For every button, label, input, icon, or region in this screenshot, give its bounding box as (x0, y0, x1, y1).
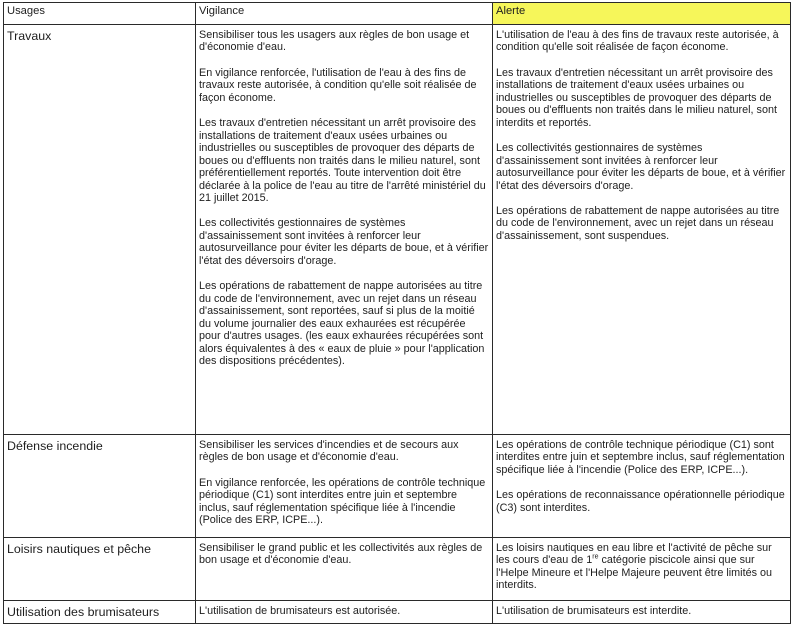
text-before: Les loisirs nautiques en eau libre et l'activité de pêche sur les cours d'eau de 1 (496, 542, 772, 567)
paragraph: L'utilisation de l'eau à des fins de travaux reste autorisée, à condition qu'elle soit réalisée de façon économe. (496, 29, 779, 54)
paragraph: Sensibiliser tous les usagers aux règles de bon usage et d'économie d'eau. (199, 29, 470, 54)
row-defense-incendie (4, 435, 791, 538)
paragraph: Sensibiliser les services d'incendies et de secours aux règles de bon usage et d'économie d'eau. (199, 439, 459, 464)
paragraph (496, 542, 787, 592)
text-after: catégorie piscicole ainsi que sur l'Helpe Mineure et l'Helpe Majeure peuvent être limités ou interdits. (496, 554, 772, 592)
usage-label: Loisirs nautiques et pêche (4, 538, 196, 601)
paragraph: L'utilisation de brumisateurs est interdite. (496, 605, 692, 617)
paragraph: En vigilance renforcée, les opérations de contrôle technique périodique (C1) sont interdites entre juin et septembre inclus, sauf réglementation spécifique liée à l'incendie (Police des ERP, ICPE...). (199, 476, 486, 527)
paragraph: En vigilance renforcée, l'utilisation de l'eau à des fins de travaux reste autorisée, à condition qu'elle soit réalisée de façon économe. (199, 66, 477, 104)
alerte-cell (493, 601, 791, 624)
header-usages: Usages (4, 3, 196, 25)
ordinal-suffix: re (592, 553, 599, 561)
vigilance-cell (196, 601, 493, 624)
vigilance-cell (196, 538, 493, 601)
paragraph: Les opérations de rabattement de nappe autorisées au titre du code de l'environnement, avec un rejet dans un réseau d'assainissement, sont suspendues. (496, 204, 780, 242)
row-brumisateurs (4, 601, 791, 624)
restrictions-table (3, 2, 791, 624)
header-alerte: Alerte (493, 3, 791, 25)
alerte-cell (493, 538, 791, 601)
usage-label: Utilisation des brumisateurs (4, 601, 196, 624)
vigilance-cell (196, 25, 493, 435)
usage-label: Travaux (4, 25, 196, 435)
paragraph: Les opérations de rabattement de nappe autorisées au titre du code de l'environnement, avec un rejet dans un réseau d'assainissement, sont reportées, sauf si plus de la moitié du volume journalier des eaux exhaurées est récupérée pour d'autres usages. (les eaux exhaurées récupérées sont alors équivalentes à des « eaux de pluie » pour l'application des dispositions précédentes). (199, 280, 485, 367)
alerte-cell (493, 435, 791, 538)
paragraph: Les opérations de reconnaissance opérationnelle périodique (C3) sont interdites. (496, 489, 785, 514)
row-travaux (4, 25, 791, 435)
paragraph: Sensibiliser le grand public et les collectivités aux règles de bon usage et d'économie d'eau. (199, 542, 483, 567)
paragraph: Les collectivités gestionnaires de systèmes d'assainissement sont invitées à renforcer leur autosurveillance pour éviter les départs de boue, et à vérifier l'état des déversoirs d'orage. (199, 217, 489, 267)
vigilance-cell (196, 435, 493, 538)
paragraph: Les travaux d'entretien nécessitant un arrêt provisoire des installations de traitement d'eaux usées urbaines ou industrielles ou susceptibles de provoquer des départs de boues ou d'effluents non traités dans le milieu naturel, sont interdits et reportés. (496, 66, 777, 129)
usage-label: Défense incendie (4, 435, 196, 538)
paragraph: Les travaux d'entretien nécessitant un arrêt provisoire des installations de traitement d'eaux usées urbaines ou industrielles ou susceptibles de provoquer des départs de boues ou d'effluents non traités dans le milieu naturel, sont préférentiellement reportés. Toute intervention doit être déclarée à la police de l'eau au titre de l'arrêté ministériel du 21 juillet 2015. (199, 117, 486, 204)
row-loisirs-nautiques (4, 538, 791, 601)
alerte-cell (493, 25, 791, 435)
header-row (4, 3, 791, 25)
paragraph: Les opérations de contrôle technique périodique (C1) sont interdites entre juin et septembre inclus, sauf réglementation spécifique liée à l'incendie (Police des ERP, ICPE...). (496, 439, 785, 476)
header-vigilance: Vigilance (196, 3, 493, 25)
paragraph: Les collectivités gestionnaires de systèmes d'assainissement sont invitées à renforcer leur autosurveillance pour éviter les départs de boue, et à vérifier l'état des déversoirs d'orage. (496, 142, 786, 192)
paragraph: L'utilisation de brumisateurs est autorisée. (199, 605, 401, 617)
